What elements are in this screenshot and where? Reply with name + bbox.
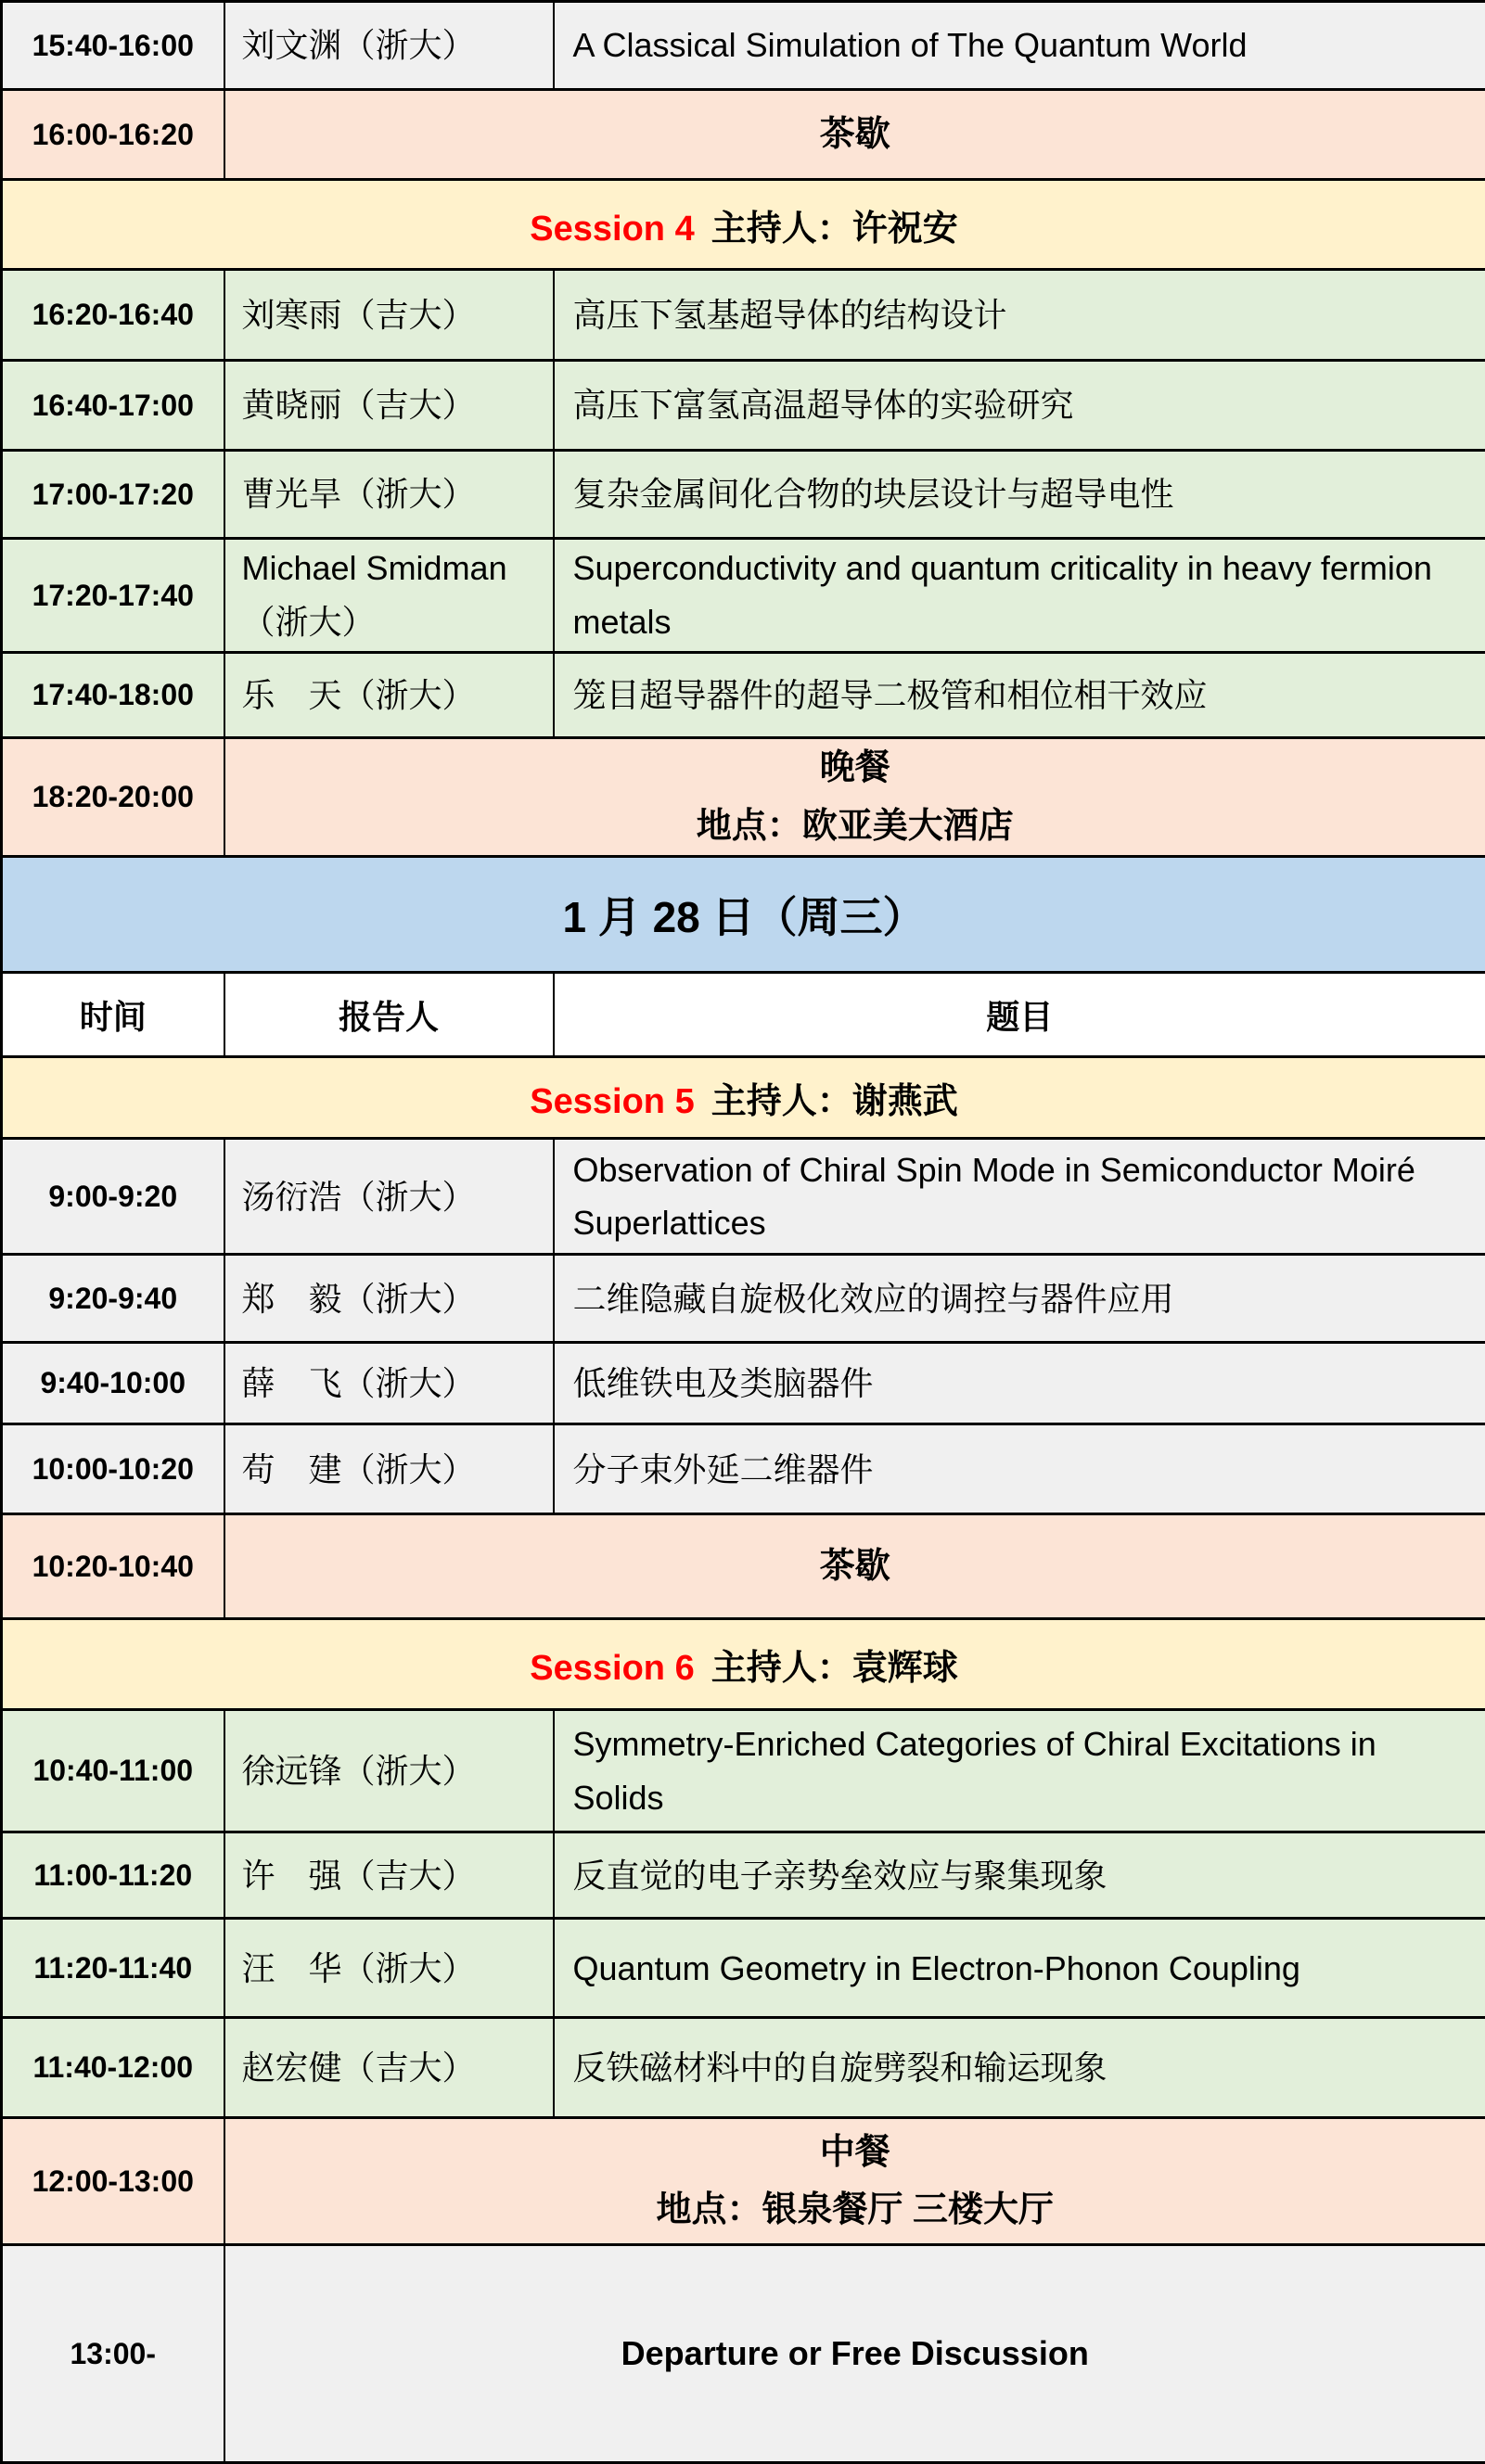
break-label: 茶歇: [224, 1514, 1485, 1619]
session-cell: [2, 1057, 1485, 1139]
time-cell: 16:40-17:00: [2, 361, 224, 451]
speaker-cell: 刘寒雨（吉大）: [224, 270, 554, 361]
meal-location: 地点：银泉餐厅 三楼大厅: [225, 2181, 1485, 2240]
meal-cell: [224, 738, 1485, 857]
speaker-cell: 乐 天（浙大）: [224, 653, 554, 738]
speaker-cell: 赵宏健（吉大）: [224, 2018, 554, 2118]
speaker-cell: Michael Smidman （浙大）: [224, 539, 554, 653]
table-row: [2, 1919, 1485, 2018]
title-cell: Quantum Geometry in Electron-Phonon Coupling: [554, 1919, 1485, 2018]
time-cell: 9:40-10:00: [2, 1343, 224, 1424]
chair-label: 主持人：袁辉球: [711, 1649, 958, 1688]
speaker-cell: 汪 华（浙大）: [224, 1919, 554, 2018]
time-cell: 17:40-18:00: [2, 653, 224, 738]
meal-location: 地点：欧亚美大酒店: [225, 798, 1485, 856]
session-label: Session 5: [530, 1082, 694, 1121]
chair-label: 主持人：谢燕武: [711, 1082, 958, 1121]
break-row: [2, 90, 1485, 180]
title-cell: 高压下富氢高温超导体的实验研究: [554, 361, 1485, 451]
speaker-cell: 许 强（吉大）: [224, 1832, 554, 1919]
table-row: [2, 2, 1485, 90]
day2-date-header: 1 月 28 日（周三）: [2, 857, 1485, 973]
col-header-time: 时间: [2, 973, 224, 1057]
table-row: [2, 361, 1485, 451]
speaker-cell: 汤衍浩（浙大）: [224, 1139, 554, 1255]
table-row: [2, 1343, 1485, 1424]
time-cell: 9:00-9:20: [2, 1139, 224, 1255]
meal-row: [2, 738, 1485, 857]
meal-row: [2, 2118, 1485, 2245]
time-cell: 16:00-16:20: [2, 90, 224, 180]
table-row: [2, 1255, 1485, 1343]
speaker-cell: 刘文渊（浙大）: [224, 2, 554, 90]
col-header-title: 题目: [554, 973, 1485, 1057]
title-cell: 高压下氢基超导体的结构设计: [554, 270, 1485, 361]
time-cell: 11:00-11:20: [2, 1832, 224, 1919]
title-cell: 笼目超导器件的超导二极管和相位相干效应: [554, 653, 1485, 738]
time-cell: 10:20-10:40: [2, 1514, 224, 1619]
session-row: [2, 180, 1485, 270]
title-cell: 分子束外延二维器件: [554, 1424, 1485, 1514]
title-cell: 二维隐藏自旋极化效应的调控与器件应用: [554, 1255, 1485, 1343]
title-cell: Symmetry-Enriched Categories of Chiral Excitations in Solids: [554, 1710, 1485, 1832]
time-cell: 17:00-17:20: [2, 451, 224, 539]
chair-label: 主持人：许祝安: [711, 210, 958, 249]
table-row: [2, 653, 1485, 738]
break-row: [2, 1514, 1485, 1619]
session-row: [2, 1057, 1485, 1139]
title-cell: A Classical Simulation of The Quantum World: [554, 2, 1485, 90]
speaker-cell: 薛 飞（浙大）: [224, 1343, 554, 1424]
col-header-speaker: 报告人: [224, 973, 554, 1057]
meal-name: 中餐: [225, 2124, 1485, 2182]
departure-label: Departure or Free Discussion: [224, 2245, 1485, 2463]
time-cell: 18:20-20:00: [2, 738, 224, 857]
time-cell: 11:20-11:40: [2, 1919, 224, 2018]
time-cell: 11:40-12:00: [2, 2018, 224, 2118]
speaker-cell: 徐远锋（浙大）: [224, 1710, 554, 1832]
table-row: [2, 539, 1485, 653]
time-cell: 15:40-16:00: [2, 2, 224, 90]
title-cell: Superconductivity and quantum criticality in heavy fermion metals: [554, 539, 1485, 653]
table-row: [2, 451, 1485, 539]
date-row: [2, 857, 1485, 973]
title-cell: 反直觉的电子亲势垒效应与聚集现象: [554, 1832, 1485, 1919]
speaker-cell: 郑 毅（浙大）: [224, 1255, 554, 1343]
table-row: [2, 1424, 1485, 1514]
table-row: [2, 1139, 1485, 1255]
time-cell: 17:20-17:40: [2, 539, 224, 653]
meal-name: 晚餐: [225, 739, 1485, 798]
departure-row: [2, 2245, 1485, 2463]
title-cell: Observation of Chiral Spin Mode in Semiconductor Moiré Superlattices: [554, 1139, 1485, 1255]
time-cell: 13:00-: [2, 2245, 224, 2463]
time-cell: 10:00-10:20: [2, 1424, 224, 1514]
session-row: [2, 1619, 1485, 1710]
time-cell: 10:40-11:00: [2, 1710, 224, 1832]
break-label: 茶歇: [224, 90, 1485, 180]
session-label: Session 6: [530, 1649, 694, 1688]
session-cell: [2, 180, 1485, 270]
title-cell: 低维铁电及类脑器件: [554, 1343, 1485, 1424]
title-cell: 反铁磁材料中的自旋劈裂和输运现象: [554, 2018, 1485, 2118]
table-row: [2, 270, 1485, 361]
time-cell: 12:00-13:00: [2, 2118, 224, 2245]
time-cell: 9:20-9:40: [2, 1255, 224, 1343]
table-row: [2, 2018, 1485, 2118]
speaker-cell: 黄晓丽（吉大）: [224, 361, 554, 451]
table-row: [2, 1710, 1485, 1832]
table-row: [2, 1832, 1485, 1919]
speaker-cell: 曹光旱（浙大）: [224, 451, 554, 539]
time-cell: 16:20-16:40: [2, 270, 224, 361]
meal-cell: [224, 2118, 1485, 2245]
session-cell: [2, 1619, 1485, 1710]
column-header-row: [2, 973, 1485, 1057]
session-label: Session 4: [530, 210, 694, 249]
title-cell: 复杂金属间化合物的块层设计与超导电性: [554, 451, 1485, 539]
speaker-cell: 苟 建（浙大）: [224, 1424, 554, 1514]
